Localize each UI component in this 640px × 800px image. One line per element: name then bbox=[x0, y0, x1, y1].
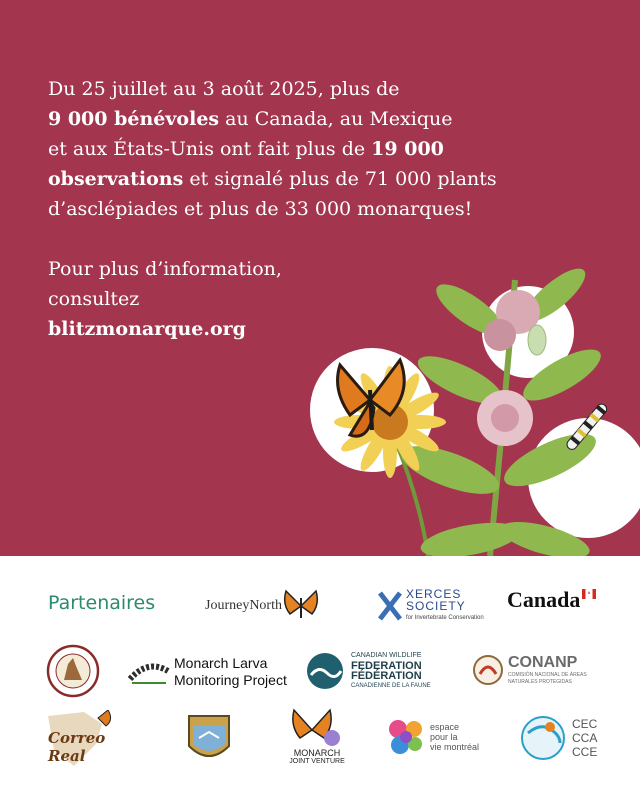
headline-line-1: Du 25 juillet au 3 août 2025, plus de bbox=[48, 78, 400, 100]
espace-line-2: pour la bbox=[430, 732, 458, 742]
mlmp-line-2: Monitoring Project bbox=[174, 672, 287, 688]
canadian-wildlife-federation-logo[interactable] bbox=[305, 646, 455, 696]
canada-flag-icon bbox=[582, 589, 596, 599]
usfws-shield-icon bbox=[185, 712, 233, 766]
espace-line-3: vie montréal bbox=[430, 742, 480, 752]
partners-title: Partenaires bbox=[48, 592, 156, 614]
espace-dots-icon bbox=[386, 717, 426, 757]
profauna-logo[interactable] bbox=[46, 644, 100, 698]
cwf-line-1: CANADIAN WILDLIFE bbox=[351, 652, 422, 659]
butterfly-icon bbox=[282, 588, 320, 624]
headline-line-5: d’asclépiades et plus de 33 000 monarques! bbox=[48, 198, 473, 220]
monarch-larva-monitoring-logo[interactable] bbox=[128, 652, 288, 692]
conanp-logo[interactable] bbox=[472, 650, 607, 690]
xerces-society-word: SOCIETY bbox=[406, 599, 466, 613]
cec-logo[interactable] bbox=[520, 712, 604, 764]
caterpillar-icon bbox=[128, 657, 170, 687]
usfws-logo[interactable] bbox=[185, 712, 233, 766]
canada-wordmark-logo[interactable] bbox=[507, 586, 602, 614]
cwf-line-2: FEDERATION bbox=[351, 660, 422, 672]
conanp-name: CONANP bbox=[508, 654, 578, 671]
mjv-butterfly-icon bbox=[290, 708, 344, 748]
cwf-wave-icon bbox=[305, 651, 345, 691]
journey-north-text: JourneyNorth bbox=[205, 598, 282, 613]
cwf-line-4: CANADIENNE DE LA FAUNE bbox=[351, 683, 431, 689]
xerces-name: XERCES bbox=[406, 587, 462, 601]
milkweed-monarch-illustration bbox=[300, 240, 640, 556]
canada-text: Canada bbox=[507, 587, 581, 612]
observations-count: 19 000 bbox=[371, 138, 444, 160]
espace-pour-la-vie-logo[interactable] bbox=[386, 716, 486, 758]
volunteers-count: 9 000 bénévoles bbox=[48, 108, 220, 130]
xerces-tagline: for Invertebrate Conservation bbox=[406, 615, 484, 621]
conanp-line-2: COMISIÓN NACIONAL DE ÁREAS bbox=[508, 672, 587, 678]
more-info-line-2: consultez bbox=[48, 288, 140, 310]
chrysalis bbox=[528, 325, 546, 355]
conanp-emblem-icon bbox=[472, 654, 504, 686]
mjv-line-2: JOINT VENTURE bbox=[289, 758, 345, 765]
correo-real-text: Correo Real bbox=[48, 729, 106, 765]
xerces-x-icon bbox=[378, 591, 402, 621]
cec-globe-icon bbox=[520, 715, 566, 761]
headline-line-4-rest: et signalé plus de 71 000 plants bbox=[183, 168, 497, 190]
observations-word: observations bbox=[48, 168, 184, 190]
xerces-society-logo[interactable] bbox=[378, 586, 488, 626]
correo-real-logo[interactable] bbox=[44, 710, 140, 770]
headline-line-4 bbox=[48, 164, 608, 194]
website-link-text[interactable]: blitzmonarque.org bbox=[48, 318, 246, 340]
journey-north-logo[interactable] bbox=[205, 588, 340, 624]
headline-line-3-text: et aux États-Unis ont fait plus de bbox=[48, 138, 372, 160]
monarch-joint-venture-logo[interactable] bbox=[284, 708, 350, 774]
more-info-line-1: Pour plus d’information, bbox=[48, 258, 282, 280]
headline-line-2 bbox=[48, 104, 608, 134]
mjv-line-1: MONARCH bbox=[293, 748, 341, 758]
mlmp-line-1: Monarch Larva bbox=[174, 655, 268, 671]
espace-line-1: espace bbox=[430, 722, 460, 732]
headline-line-2-rest: au Canada, au Mexique bbox=[219, 108, 453, 130]
cwf-line-3: FÉDÉRATION bbox=[351, 670, 422, 682]
cec-line-1: CEC bbox=[572, 717, 598, 731]
headline-line-3 bbox=[48, 134, 608, 164]
profauna-seal-icon bbox=[46, 644, 100, 698]
cec-line-2: CCA bbox=[572, 731, 598, 745]
cec-line-3: CCE bbox=[572, 745, 598, 759]
headline bbox=[48, 74, 608, 224]
conanp-line-3: NATURALES PROTEGIDAS bbox=[508, 679, 572, 685]
